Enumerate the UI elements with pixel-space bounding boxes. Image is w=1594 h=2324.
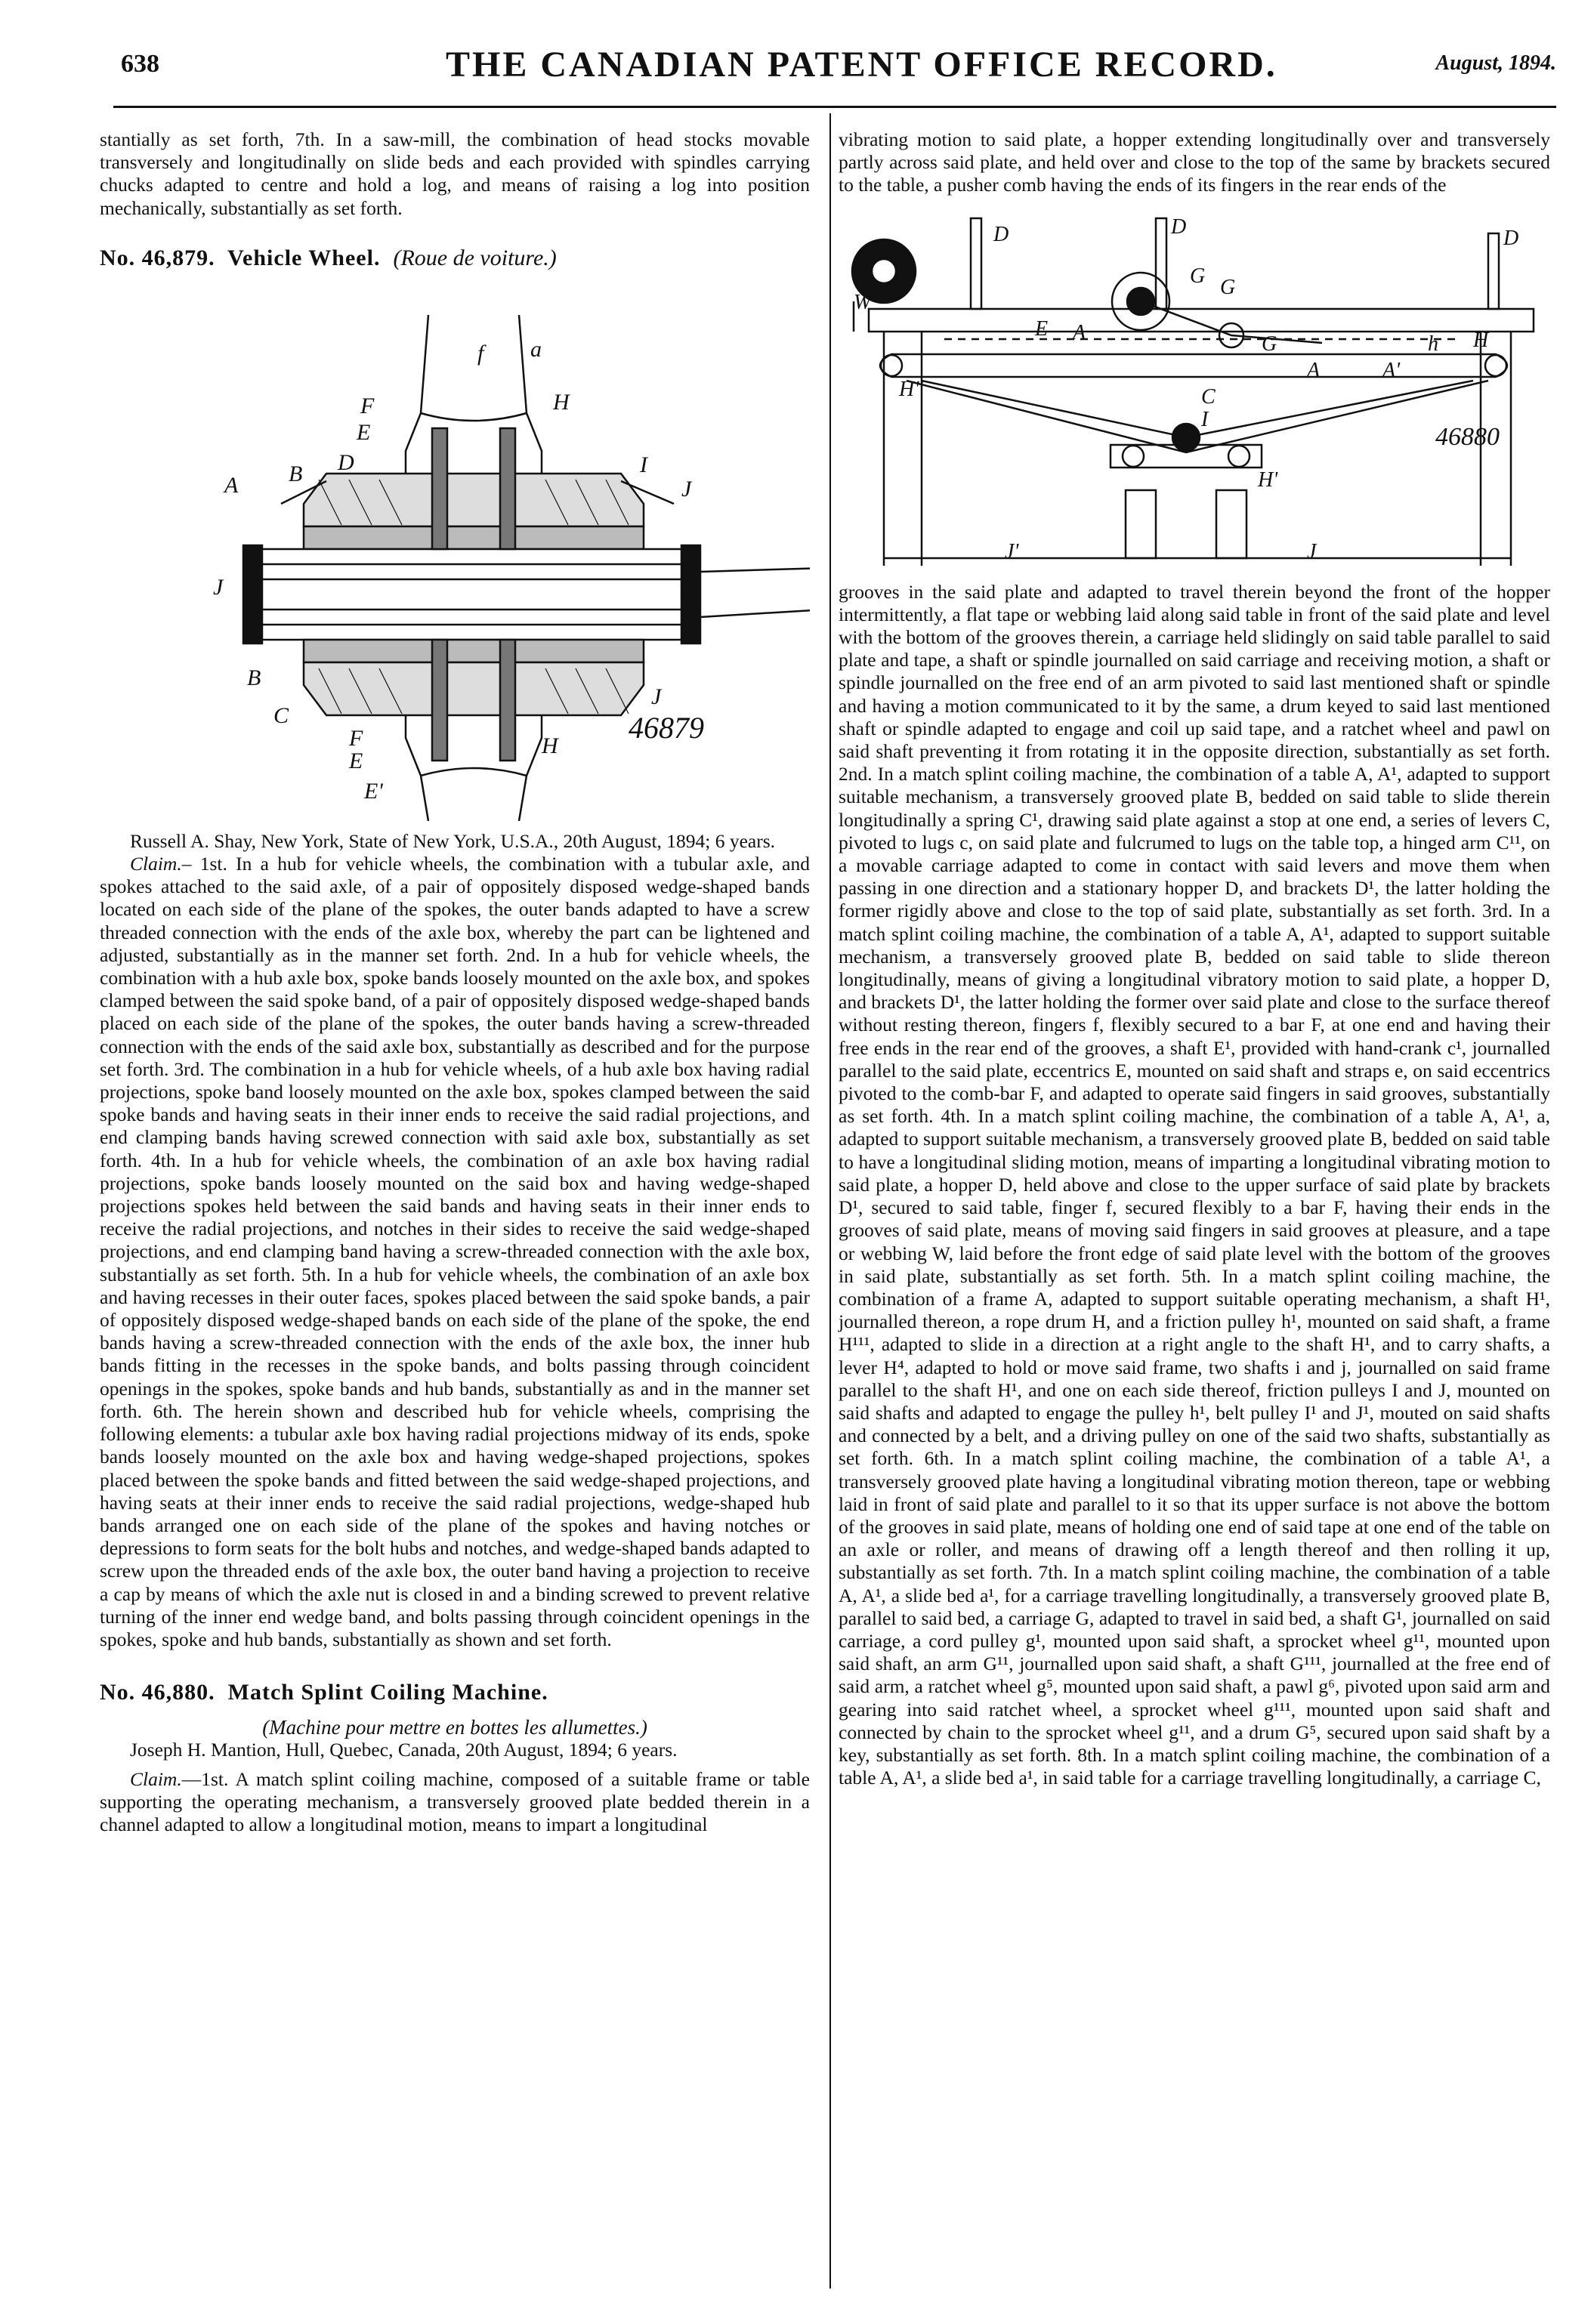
- vehicle-wheel-figure: [100, 277, 810, 821]
- svg-text:I: I: [1201, 407, 1209, 431]
- svg-text:E': E': [364, 778, 383, 804]
- claim-text: —1st. A match splint coiling machine, composed of a suitable frame or table supporting the operating mechanism, a transversely grooved plate bedded therein in a channel adapted to allow a longitudinal motion, means to impart a longitudinal: [100, 1767, 810, 1835]
- continued-text: stantially as set forth, 7th. In a saw-mill, the combination of head stocks movable transversely and longitudinally on slide beds and each provided with spindles carrying chucks adapted to centre and hold a log, and means of raising a log into position mechanically, substantially as set forth.: [100, 128, 810, 219]
- continued-text-bottom: grooves in the said plate and adapted to travel therein beyond the front of the hopper intermittently, a flat tape or webbing laid along said table in front of the said plate and level with the bottom of the grooves therein, a carriage held slidingly on said table parallel to said plate and tape, a shaft or spindle journalled on said carriage and receiving motion, a shaft or spindle journalled on the free end of an arm pivoted to said last mentioned shaft or spindle and having a motion communicated to it by the same, a drum keyed to said last mentioned shaft or spindle adapted to engage and coil up said tape, and a ratchet wheel and pawl on said shaft preventing it from rotating it in the opposite direction, substantially as set forth. 2nd. In a match splint coiling machine, the combination of a table A, A¹, adapted to support suitable mechanism, a transversely grooved plate B, bedded on said table to slide therein longitudinally a spring C¹, drawing said plate against a stop at one end, a series of levers C, pivoted to lugs c, on said plate and fulcrumed to lugs on the table top, a hinged arm C¹¹, on a movable carriage adapted to come in contact with said levers and move them when passing in one direction and a stationary hopper D, and brackets D¹, the latter holding the former rigidly above and close to the top of said plate, substantially as set forth. 3rd. In a match splint coiling machine, the combination of a table A, A¹, adapted to support suitable mechanism, a transversely grooved plate B, bedded on said table to slide thereon longitudinally, means of giving a longitudinal vibratory motion to said plate, a hopper D, and brackets D¹, the latter holding the former over said plate and close to the surface thereof without resting thereon, fingers f, flexibly secured to a bar F, at one end and having their free ends in the rear end of the grooves, a shaft E¹, provided with hand-crank c¹, journalled parallel to the said plate, eccentrics E, mounted on said shaft and straps e, on said eccentrics pivoted to the comb-bar F, and adapted to operate said fingers in said grooves, substantially as set forth. 4th. In a match splint coiling machine, the combination of a table A, A¹, a, adapted to support suitable mechanism, a transversely grooved plate B, bedded on said table to have a longitudinal sliding motion, means of imparting a longitudinal vibrating motion to said plate, a hopper D, held above and close to the upper surface of said plate by brackets D¹, secured to said table, finger f, secured flexibly to a bar F, having their ends in the grooves of said plate, means of moving said fingers in said grooves at pleasure, and a tape or webbing W, laid before the front edge of said plate level with the bottom of the grooves in said plate, substantially as set forth. 5th. In a match splint coiling machine, the combination of a frame A, adapted to support suitable operating mechanism, a shaft H¹, journalled thereon, a rope drum H, and a friction pulley h¹, mounted on said shaft, a frame H¹¹¹, adapted to slide in a direction at a right angle to the shaft H¹, and to carry shafts, a lever H⁴, adapted to hold or move said frame, two shafts i and j, journalled on said frame parallel to the shaft H¹, and one on each side thereof, friction pulleys I and J, mounted on said shafts and adapted to engage the pulley h¹, belt pulley I¹ and J¹, mouted on said shafts and connected by a belt, and a driving pulley on one of the said two shafts, substantially as set forth. 6th. In a match splint coiling machine, the combination of a table A¹, a transversely grooved plate having a longitudinal vibrating motion thereon, tape or webbing laid in front of said plate and parallel to it so that its upper surface is not above the bottom of the grooves in said plate, means of holding one end of said tape at one end of the table on an axle or roller, and means of drawing off a length thereof and then rolling it up, substantially as set forth. 7th. In a match splint coiling machine, the combination of a table A, A¹, a slide bed a¹, for a carriage travelling longitudinally, a transversely grooved plate B, parallel to said bed, a carriage G, adapted to travel in said bed, a shaft G¹, journalled on said carriage, a cord pulley g¹, mounted upon said shaft, a sprocket wheel g¹¹, mounted upon said shaft, an arm G¹¹, journalled upon said shaft, a shaft G¹¹¹, journalled at the free end of said arm, a ratchet wheel g⁵, mounted upon said shaft, a pawl g⁶, pivoted upon said arm and gearing into said ratchet wheel, a sprocket wheel g¹¹¹, mounted upon said shaft and connected by chain to the sprocket wheel g¹¹, and a drum G⁵, secured upon said shaft by a key, substantially as set forth. 8th. In a match splint coiling machine, the combination of a table A, A¹, a slide bed a¹, in said table for a carriage travelling longitudinally, a carriage C,: [839, 580, 1550, 1789]
- patent-heading-46880: [100, 1680, 810, 1705]
- svg-text:C: C: [273, 702, 289, 728]
- svg-text:D: D: [1503, 226, 1519, 250]
- svg-text:f: f: [477, 340, 484, 366]
- svg-text:E: E: [357, 419, 371, 445]
- patent-number: No. 46,879.: [100, 245, 215, 270]
- svg-text:C: C: [1201, 384, 1216, 409]
- svg-text:G: G: [1220, 275, 1236, 299]
- inventor-46879: Russell A. Shay, New York, State of New York, U.S.A., 20th August, 1894; 6 years.: [130, 829, 776, 852]
- claims-46880: [100, 1768, 810, 1837]
- patent-title: Vehicle Wheel.: [227, 245, 381, 270]
- patent-title: Match Splint Coiling Machine.: [227, 1680, 548, 1705]
- claim-label: Claim.: [130, 853, 182, 875]
- claims-46879: [100, 853, 810, 1651]
- svg-text:a: a: [530, 336, 542, 362]
- svg-text:G: G: [1262, 332, 1277, 356]
- patent-heading-46879: [100, 245, 810, 271]
- svg-text:H: H: [553, 389, 570, 415]
- svg-text:J: J: [213, 574, 224, 600]
- svg-text:J: J: [651, 684, 662, 709]
- svg-text:D: D: [993, 222, 1009, 246]
- svg-text:A: A: [1307, 358, 1321, 382]
- figure-number-46879: 46879: [629, 710, 704, 745]
- svg-text:J: J: [1307, 539, 1317, 563]
- header-rule: [113, 106, 1556, 108]
- column-divider: [829, 113, 831, 2289]
- svg-text:A: A: [224, 472, 239, 498]
- claim-label: Claim.: [130, 1767, 182, 1790]
- patent-french-title: (Roue de voiture.): [393, 245, 557, 270]
- page-number: 638: [121, 50, 159, 78]
- svg-text:D: D: [1171, 214, 1187, 239]
- svg-text:J': J': [1005, 539, 1019, 563]
- svg-text:B: B: [289, 461, 303, 486]
- figure-number-46880: 46880: [1435, 422, 1500, 451]
- issue-date: August, 1894.: [1435, 51, 1556, 75]
- page-header: [121, 44, 1556, 89]
- svg-text:E: E: [1035, 316, 1049, 341]
- svg-text:A: A: [1073, 320, 1086, 344]
- svg-text:F: F: [349, 725, 363, 751]
- svg-text:B: B: [247, 665, 261, 690]
- svg-text:F: F: [360, 393, 375, 418]
- match-splint-machine-figure: [839, 203, 1550, 581]
- claim-text: – 1st. In a hub for vehicle wheels, the combination with a tubular axle, and spokes attached to the said axle, of a pair of oppositely disposed wedge-shaped bands located on each side of the plane of the spokes, the outer bands adapted to have a screw threaded connection with the ends of the axle box, whereby the part can be lightened and adjusted, substantially as in the manner set forth. 2nd. In a hub for vehicle wheels, the combination with a hub axle box, spoke bands loosely mounted on the axle box, and spokes clamped between the said spoke band, of a pair of oppositely disposed wedge-shaped bands placed on each side of the plane of the spokes, the outer bands having a screw-threaded connection with the ends of the said axle box, substantially as described and for the purpose set forth. 3rd. The combination in a hub for vehicle wheels, of a hub axle box having radial projections, spoke band loosely mounted on the axle box, spokes clamped between the said spoke bands and having seats in their inner ends to receive the said radial projections, and end clamping bands having screwed connection with said axle box, substantially as set forth. 4th. In a hub for vehicle wheels, the combination of an axle box having radial projections, spoke bands loosely mounted on the said box and having wedge-shaped projections spokes held between the said bands and having seats in their inner ends to receive the radial projections, and notches in their sides to receive the said wedge-shaped projections, and end clamping band having a screw-threaded connection with the axle box, substantially as set forth. 5th. In a hub for vehicle wheels, the combination of an axle box and having recesses in their outer faces, spokes placed between the said spoke bands, a pair of oppositely disposed wedge-shaped bands on each side of the plane of the spoke, the end bands having a screw-threaded connection with the ends of the axle box, the inner hub bands fitting in the recesses in the spoke bands, and bolts passing through coincident openings in the spokes, spoke bands and hub bands, substantially as and in the manner set forth. 6th. The herein shown and described hub for vehicle wheels, comprising the following elements: a tubular axle box having radial projections midway of its ends, spoke bands loosely mounted on the axle box and having wedge-shaped projections, spokes placed between the spoke bands and fitted between the said wedge-shaped projections, and having seats at their inner ends to receive the said radial projections, wedge-shaped hub bands arranged one on each side of the plane of the spokes and having notches or depressions to form seats for the bolt hubs and notches, and wedge-shaped bands adapted to screw upon the threaded ends of the axle box, the outer band having a projection to receive a cap by means of which the axle nut is closed in and a binding screwed to prevent relative turning of the inner end wedge band, and bolts passing through coincident openings in the spokes, spoke and hub bands, substantially as shown and set forth.: [100, 853, 810, 1650]
- svg-text:I: I: [640, 452, 647, 477]
- right-column: [839, 128, 1550, 1789]
- svg-text:J: J: [681, 476, 692, 502]
- inventor-46880: Joseph H. Mantion, Hull, Quebec, Canada, 20th August, 1894; 6 years.: [130, 1739, 678, 1761]
- continued-text-top: vibrating motion to said plate, a hopper extending longitudinally over and transversely partly across said plate, and held over and close to the top of the same by brackets secured to the table, a pusher comb having the ends of its fingers in the rear ends of the: [839, 128, 1550, 196]
- svg-text:E: E: [349, 748, 363, 773]
- svg-text:H: H: [1473, 328, 1489, 352]
- svg-text:H": H": [899, 377, 923, 401]
- svg-text:H: H: [542, 733, 558, 758]
- svg-text:A': A': [1382, 358, 1401, 382]
- patent-french-title: (Machine pour mettre en bottes les allumettes.): [262, 1716, 647, 1739]
- svg-text:G: G: [1190, 264, 1206, 288]
- left-column: [100, 128, 810, 1836]
- svg-text:H': H': [1258, 468, 1278, 492]
- svg-text:D: D: [338, 449, 354, 475]
- journal-title: THE CANADIAN PATENT OFFICE RECORD.: [446, 45, 1277, 85]
- svg-text:h: h: [1428, 332, 1438, 356]
- patent-number: No. 46,880.: [100, 1680, 215, 1705]
- svg-text:W: W: [854, 290, 872, 314]
